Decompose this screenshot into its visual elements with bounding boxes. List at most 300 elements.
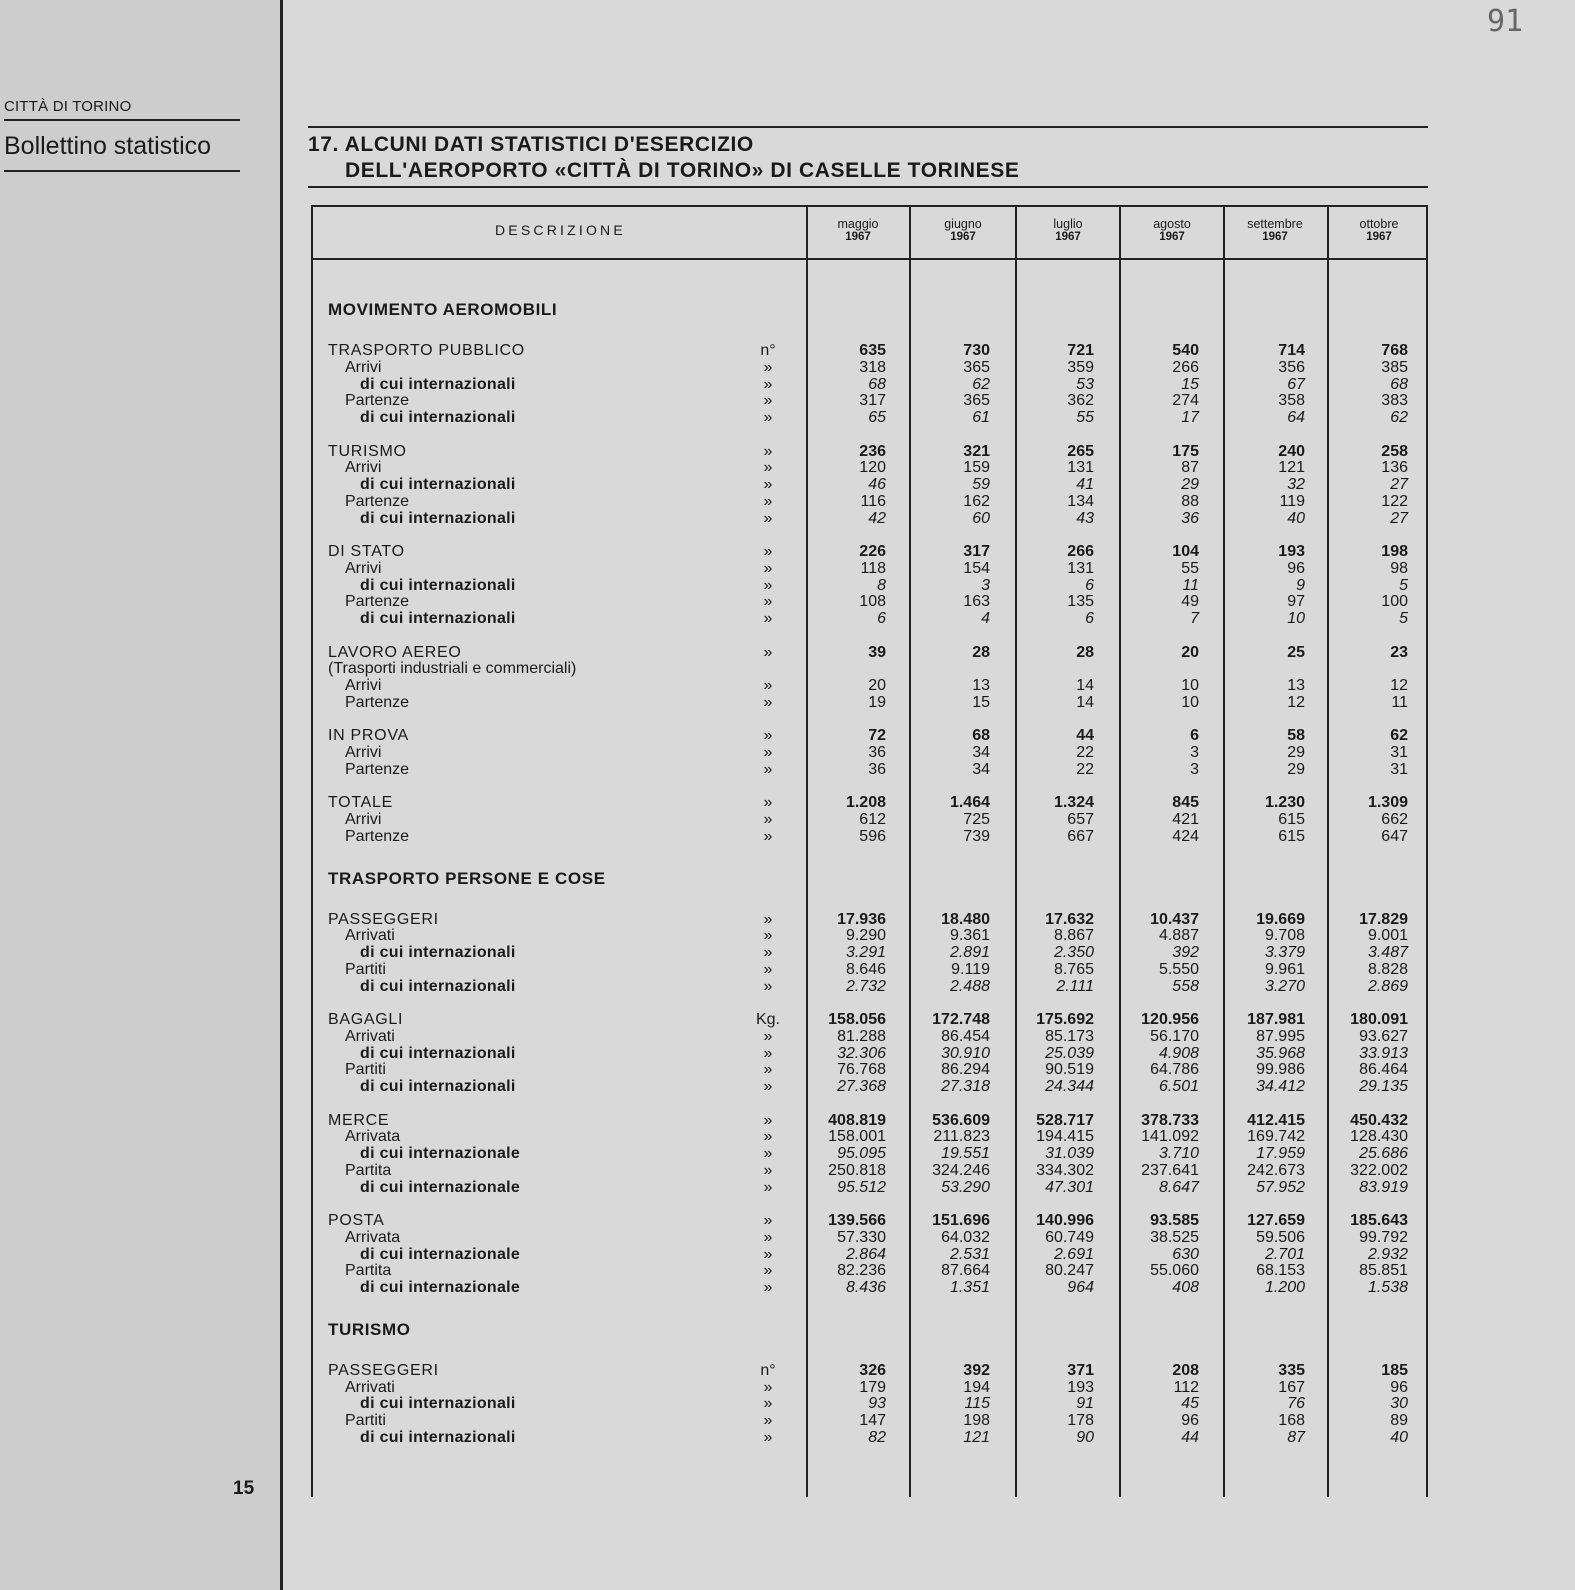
month-name: agosto bbox=[1153, 217, 1191, 231]
row-unit: » bbox=[763, 1178, 773, 1196]
table-cell: 32 bbox=[1287, 476, 1305, 493]
table-cell: 2.701 bbox=[1264, 1245, 1305, 1263]
table-cell: 2.864 bbox=[845, 1245, 886, 1263]
table-cell: 266 bbox=[1067, 543, 1094, 560]
table-cell: 211.823 bbox=[933, 1128, 990, 1146]
table-cell: 10 bbox=[1287, 610, 1305, 627]
table-cell: 15 bbox=[972, 693, 990, 711]
row-unit: » bbox=[763, 1078, 773, 1095]
table-cell: 198 bbox=[1381, 543, 1408, 560]
table-cell: 421 bbox=[1172, 811, 1199, 828]
row-unit: » bbox=[763, 1027, 773, 1045]
table-cell: 8.828 bbox=[1367, 960, 1408, 978]
table-cell: 226 bbox=[859, 543, 886, 560]
table-cell: 60 bbox=[972, 509, 990, 527]
table-cell: 365 bbox=[963, 392, 990, 410]
table-cell: 408.819 bbox=[828, 1111, 886, 1129]
row-label: Arrivati bbox=[345, 927, 395, 945]
table-cell: 6 bbox=[1085, 610, 1094, 627]
row-unit: » bbox=[763, 794, 773, 812]
table-cell: 175.692 bbox=[1036, 1011, 1094, 1028]
month-year: 1967 bbox=[845, 231, 871, 243]
table-cell: 362 bbox=[1067, 392, 1094, 410]
row-label: di cui internazionali bbox=[360, 375, 516, 393]
table-cell: 85.173 bbox=[1045, 1027, 1094, 1045]
table-cell: 9.290 bbox=[845, 927, 886, 945]
table-cell: 86.464 bbox=[1359, 1061, 1408, 1079]
divider bbox=[308, 186, 1428, 188]
table-cell: 1.464 bbox=[949, 794, 990, 812]
row-unit: » bbox=[763, 1245, 773, 1263]
row-unit: » bbox=[763, 492, 773, 510]
table-cell: 412.415 bbox=[1247, 1111, 1305, 1129]
row-label: Partiti bbox=[345, 1061, 386, 1079]
row-unit: » bbox=[763, 1111, 773, 1129]
table-cell: 356 bbox=[1278, 358, 1305, 376]
row-unit: » bbox=[763, 442, 773, 460]
table-cell: 91 bbox=[1076, 1395, 1094, 1413]
table-cell: 667 bbox=[1067, 827, 1094, 845]
table-cell: 147 bbox=[859, 1412, 886, 1429]
table-cell: 135 bbox=[1067, 593, 1094, 611]
table-cell: 324.246 bbox=[932, 1161, 990, 1179]
table-cell: 13 bbox=[972, 677, 990, 694]
table-cell: 424 bbox=[1172, 827, 1199, 845]
table-cell: 59 bbox=[972, 476, 990, 493]
row-unit: » bbox=[763, 693, 773, 711]
table-cell: 2.531 bbox=[949, 1245, 990, 1263]
row-unit: » bbox=[763, 1262, 773, 1280]
row-unit: » bbox=[763, 1228, 773, 1246]
table-cell: 6 bbox=[877, 610, 886, 627]
table-cell: 61 bbox=[972, 409, 990, 426]
title-line-2: DELL'AEROPORTO «CITTÀ DI TORINO» DI CASELLE TORINESE bbox=[345, 159, 1020, 182]
row-unit: » bbox=[763, 1044, 773, 1062]
table-cell: 98 bbox=[1390, 559, 1408, 577]
table-cell: 237.641 bbox=[1141, 1161, 1199, 1179]
table-cell: 19.551 bbox=[941, 1145, 990, 1162]
month-header bbox=[1223, 218, 1327, 244]
table-cell: 25 bbox=[1287, 643, 1305, 661]
section-heading: TRASPORTO PERSONE E COSE bbox=[328, 868, 606, 888]
table-cell: 321 bbox=[963, 442, 990, 460]
row-label: Arrivata bbox=[345, 1228, 401, 1246]
table-cell: 86.294 bbox=[941, 1061, 990, 1079]
table-cell: 90 bbox=[1076, 1428, 1094, 1446]
table-cell: 1.351 bbox=[949, 1279, 990, 1296]
row-unit: n° bbox=[760, 1361, 776, 1379]
handwritten-number: 91 bbox=[1487, 4, 1524, 39]
row-unit: » bbox=[763, 960, 773, 978]
table-cell: 18.480 bbox=[941, 910, 990, 928]
table-cell: 44 bbox=[1076, 727, 1094, 745]
table-right-rule bbox=[1426, 205, 1428, 1497]
table-cell: 76 bbox=[1287, 1395, 1305, 1413]
row-label: di cui internazionali bbox=[360, 476, 516, 493]
table-cell: 185 bbox=[1381, 1361, 1408, 1379]
table-cell: 24.344 bbox=[1045, 1078, 1094, 1095]
table-cell: 8 bbox=[877, 576, 886, 594]
table-cell: 95.095 bbox=[837, 1145, 886, 1162]
month-year: 1967 bbox=[1159, 231, 1185, 243]
publication-title: Bollettino statistico bbox=[4, 132, 212, 160]
row-unit: » bbox=[763, 392, 773, 410]
row-unit: » bbox=[763, 1145, 773, 1162]
table-cell: 9.119 bbox=[951, 960, 990, 978]
table-cell: 96 bbox=[1181, 1412, 1199, 1429]
table-cell: 9.361 bbox=[949, 927, 990, 945]
table-cell: 450.432 bbox=[1350, 1111, 1408, 1129]
table-cell: 89 bbox=[1390, 1412, 1408, 1429]
row-unit: » bbox=[763, 1378, 773, 1396]
row-label: di cui internazionali bbox=[360, 576, 516, 594]
table-cell: 6 bbox=[1190, 727, 1199, 745]
table-cell: 14 bbox=[1076, 693, 1094, 711]
table-cell: 14 bbox=[1076, 677, 1094, 694]
row-label: Arrivi bbox=[345, 459, 382, 477]
month-header bbox=[806, 218, 910, 244]
month-year: 1967 bbox=[1366, 231, 1392, 243]
row-label: Arrivi bbox=[345, 811, 382, 828]
row-label: di cui internazionali bbox=[360, 944, 516, 961]
table-cell: 3 bbox=[981, 576, 990, 594]
table-cell: 169.742 bbox=[1247, 1128, 1305, 1146]
table-cell: 38.525 bbox=[1150, 1228, 1199, 1246]
row-label: di cui internazionali bbox=[360, 1044, 516, 1062]
table-cell: 3 bbox=[1190, 760, 1199, 778]
row-unit: » bbox=[763, 509, 773, 527]
table-cell: 31.039 bbox=[1045, 1145, 1094, 1162]
table-cell: 408 bbox=[1172, 1279, 1199, 1296]
table-cell: 647 bbox=[1381, 827, 1408, 845]
table-cell: 4 bbox=[981, 610, 990, 627]
table-cell: 2.732 bbox=[845, 977, 886, 995]
table-cell: 67 bbox=[1287, 375, 1305, 393]
table-cell: 8.765 bbox=[1053, 960, 1094, 978]
table-cell: 72 bbox=[868, 727, 886, 745]
table-cell: 2.111 bbox=[1056, 977, 1094, 995]
table-cell: 12 bbox=[1390, 677, 1408, 694]
row-label: LAVORO AEREO bbox=[328, 643, 462, 661]
table-cell: 27.318 bbox=[941, 1078, 990, 1095]
table-cell: 240 bbox=[1278, 442, 1305, 460]
table-cell: 154 bbox=[963, 559, 990, 577]
table-cell: 1.208 bbox=[845, 794, 886, 812]
table-cell: 714 bbox=[1278, 342, 1305, 359]
table-cell: 3.487 bbox=[1367, 944, 1408, 961]
table-cell: 99.986 bbox=[1256, 1061, 1305, 1079]
table-cell: 118 bbox=[860, 559, 886, 577]
table-cell: 19.669 bbox=[1256, 910, 1305, 928]
table-cell: 25.039 bbox=[1045, 1044, 1094, 1062]
table-cell: 28 bbox=[972, 643, 990, 661]
table-cell: 87 bbox=[1287, 1428, 1305, 1446]
table-cell: 88 bbox=[1181, 492, 1199, 510]
table-cell: 136 bbox=[1381, 459, 1408, 477]
table-cell: 127.659 bbox=[1247, 1212, 1305, 1229]
row-label: PASSEGGERI bbox=[328, 1361, 439, 1379]
table-cell: 33.913 bbox=[1359, 1044, 1408, 1062]
table-cell: 3.710 bbox=[1158, 1145, 1199, 1162]
row-label: Partita bbox=[345, 1161, 392, 1179]
table-cell: 10 bbox=[1181, 677, 1199, 694]
table-cell: 108 bbox=[859, 593, 886, 611]
table-cell: 274 bbox=[1172, 392, 1199, 410]
row-label: Arrivi bbox=[345, 677, 382, 694]
table-cell: 43 bbox=[1076, 509, 1094, 527]
table-cell: 57.952 bbox=[1256, 1178, 1305, 1196]
table-cell: 1.230 bbox=[1264, 794, 1305, 812]
row-unit: » bbox=[763, 559, 773, 577]
table-cell: 39 bbox=[868, 643, 886, 661]
table-cell: 365 bbox=[963, 358, 990, 376]
row-label: Arrivi bbox=[345, 744, 382, 761]
row-label: di cui internazionale bbox=[360, 1245, 521, 1263]
table-cell: 112 bbox=[1173, 1378, 1199, 1396]
row-label: di cui internazionali bbox=[360, 610, 516, 627]
table-cell: 172.748 bbox=[932, 1011, 990, 1028]
table-cell: 93.585 bbox=[1150, 1212, 1199, 1229]
month-year: 1967 bbox=[1055, 231, 1081, 243]
table-cell: 27.368 bbox=[837, 1078, 886, 1095]
row-unit: » bbox=[763, 760, 773, 778]
table-cell: 358 bbox=[1278, 392, 1305, 410]
row-unit: » bbox=[763, 1279, 773, 1296]
table-cell: 630 bbox=[1172, 1245, 1199, 1263]
table-cell: 964 bbox=[1067, 1279, 1094, 1296]
row-label: DI STATO bbox=[328, 543, 405, 560]
row-unit: » bbox=[763, 375, 773, 393]
table-cell: 131 bbox=[1067, 559, 1094, 577]
row-unit: » bbox=[763, 1212, 773, 1229]
table-cell: 87 bbox=[1181, 459, 1199, 477]
row-label: Partenze bbox=[345, 693, 410, 711]
divider bbox=[4, 170, 240, 172]
table-cell: 1.309 bbox=[1367, 794, 1408, 812]
row-label: Arrivi bbox=[345, 559, 382, 577]
table-cell: 34 bbox=[972, 744, 990, 761]
table-left-rule bbox=[311, 205, 313, 1497]
table-cell: 55.060 bbox=[1150, 1262, 1199, 1280]
table-cell: 40 bbox=[1390, 1428, 1408, 1446]
table-cell: 87.664 bbox=[941, 1262, 990, 1280]
table-cell: 11 bbox=[1391, 693, 1408, 711]
table-cell: 359 bbox=[1067, 358, 1094, 376]
table-cell: 185.643 bbox=[1350, 1212, 1408, 1229]
section-heading: MOVIMENTO AEROMOBILI bbox=[328, 300, 558, 319]
table-cell: 121 bbox=[963, 1428, 990, 1446]
table-cell: 1.200 bbox=[1264, 1279, 1305, 1296]
page-title bbox=[308, 132, 1019, 184]
table-cell: 15 bbox=[1181, 375, 1199, 393]
row-unit: » bbox=[763, 1395, 773, 1413]
table-cell: 635 bbox=[859, 342, 886, 359]
table-cell: 68.153 bbox=[1256, 1262, 1305, 1280]
table-cell: 3 bbox=[1190, 744, 1199, 761]
table-cell: 31 bbox=[1390, 760, 1408, 778]
table-cell: 20 bbox=[868, 677, 886, 694]
table-cell: 194.415 bbox=[1036, 1128, 1094, 1146]
table-cell: 168 bbox=[1278, 1412, 1305, 1429]
table-header-rule bbox=[311, 258, 1428, 260]
table-cell: 265 bbox=[1067, 442, 1094, 460]
row-label: TRASPORTO PUBBLICO bbox=[328, 342, 525, 359]
row-label: di cui internazionale bbox=[360, 1145, 521, 1162]
table-cell: 93.627 bbox=[1359, 1027, 1408, 1045]
table-cell: 334.302 bbox=[1036, 1161, 1094, 1179]
row-unit: » bbox=[763, 643, 773, 661]
table-cell: 17.936 bbox=[837, 910, 886, 928]
table-cell: 5.550 bbox=[1158, 960, 1199, 978]
table-cell: 87.995 bbox=[1256, 1027, 1305, 1045]
month-name: giugno bbox=[944, 217, 982, 231]
table-cell: 97 bbox=[1287, 593, 1305, 611]
table-cell: 5 bbox=[1399, 610, 1408, 627]
table-cell: 326 bbox=[859, 1361, 886, 1379]
table-cell: 193 bbox=[1067, 1378, 1094, 1396]
table-cell: 198 bbox=[963, 1412, 990, 1429]
table-cell: 2.691 bbox=[1053, 1245, 1094, 1263]
row-label: Partenze bbox=[345, 593, 410, 611]
row-label: di cui internazionali bbox=[360, 1428, 516, 1446]
table-cell: 10.437 bbox=[1150, 910, 1199, 928]
table-cell: 9.708 bbox=[1264, 927, 1305, 945]
table-cell: 318 bbox=[859, 358, 886, 376]
table-cell: 83.919 bbox=[1359, 1178, 1408, 1196]
table-cell: 317 bbox=[963, 543, 990, 560]
row-label: MERCE bbox=[328, 1111, 390, 1129]
row-unit: » bbox=[763, 744, 773, 761]
table-cell: 9.961 bbox=[1264, 960, 1305, 978]
table-cell: 120 bbox=[859, 459, 886, 477]
table-cell: 163 bbox=[963, 593, 990, 611]
row-label: Arrivi bbox=[345, 358, 382, 376]
table-cell: 32.306 bbox=[837, 1044, 886, 1062]
table-cell: 23 bbox=[1390, 643, 1408, 661]
row-unit: » bbox=[763, 358, 773, 376]
table-cell: 40 bbox=[1287, 509, 1305, 527]
table-cell: 3.270 bbox=[1264, 977, 1305, 995]
row-label: Partenze bbox=[345, 492, 410, 510]
table-cell: 55 bbox=[1181, 559, 1199, 577]
table-cell: 739 bbox=[963, 827, 990, 845]
table-cell: 2.488 bbox=[949, 977, 990, 995]
table-cell: 657 bbox=[1067, 811, 1094, 828]
row-unit: » bbox=[763, 543, 773, 560]
row-unit: » bbox=[763, 977, 773, 995]
table-cell: 96 bbox=[1390, 1378, 1408, 1396]
row-unit: » bbox=[763, 576, 773, 594]
table-cell: 208 bbox=[1172, 1361, 1199, 1379]
row-unit: » bbox=[763, 677, 773, 694]
table-cell: 45 bbox=[1181, 1395, 1199, 1413]
row-label: Partiti bbox=[345, 960, 386, 978]
table-cell: 193 bbox=[1278, 543, 1305, 560]
table-cell: 68 bbox=[1390, 375, 1408, 393]
description-header: DESCRIZIONE bbox=[495, 222, 626, 238]
table-cell: 30.910 bbox=[941, 1044, 990, 1062]
table-cell: 536.609 bbox=[932, 1111, 990, 1129]
table-cell: 9.001 bbox=[1367, 927, 1408, 945]
month-header bbox=[1327, 218, 1431, 244]
table-cell: 178 bbox=[1067, 1412, 1094, 1429]
table-cell: 90.519 bbox=[1045, 1061, 1094, 1079]
table-cell: 13 bbox=[1287, 677, 1305, 694]
table-cell: 29 bbox=[1181, 476, 1199, 493]
row-label: POSTA bbox=[328, 1212, 385, 1229]
table-cell: 42 bbox=[868, 509, 886, 527]
table-cell: 392 bbox=[1172, 944, 1199, 961]
row-label: Partenze bbox=[345, 760, 410, 778]
table-cell: 76.768 bbox=[837, 1061, 886, 1079]
table-cell: 68 bbox=[868, 375, 886, 393]
table-cell: 3.379 bbox=[1264, 944, 1305, 961]
table-cell: 558 bbox=[1172, 977, 1199, 995]
table-cell: 81.288 bbox=[837, 1027, 886, 1045]
table-cell: 612 bbox=[859, 811, 886, 828]
table-cell: 57.330 bbox=[837, 1228, 886, 1246]
table-cell: 82.236 bbox=[837, 1262, 886, 1280]
row-unit: » bbox=[763, 593, 773, 611]
table-cell: 528.717 bbox=[1036, 1111, 1094, 1129]
row-label: TOTALE bbox=[328, 794, 393, 812]
table-cell: 34.412 bbox=[1256, 1078, 1305, 1095]
table-cell: 121 bbox=[1278, 459, 1305, 477]
table-cell: 29.135 bbox=[1359, 1078, 1408, 1095]
table-cell: 250.818 bbox=[828, 1161, 886, 1179]
table-cell: 56.170 bbox=[1150, 1027, 1199, 1045]
row-unit: » bbox=[763, 827, 773, 845]
table-cell: 8.436 bbox=[845, 1279, 886, 1296]
table-cell: 25.686 bbox=[1359, 1145, 1408, 1162]
table-cell: 2.932 bbox=[1367, 1245, 1408, 1263]
table-cell: 120.956 bbox=[1141, 1011, 1199, 1028]
row-unit: » bbox=[763, 409, 773, 426]
row-label: PASSEGGERI bbox=[328, 910, 439, 928]
table-cell: 53.290 bbox=[941, 1178, 990, 1196]
table-cell: 17.959 bbox=[1256, 1145, 1305, 1162]
page-number: 15 bbox=[233, 1478, 255, 1499]
table-cell: 721 bbox=[1067, 342, 1094, 359]
table-cell: 41 bbox=[1076, 476, 1094, 493]
row-label: Arrivati bbox=[345, 1027, 395, 1045]
table-cell: 236 bbox=[859, 442, 886, 460]
table-cell: 64.786 bbox=[1150, 1061, 1199, 1079]
row-unit: » bbox=[763, 459, 773, 477]
table-cell: 385 bbox=[1381, 358, 1408, 376]
row-unit: » bbox=[763, 1412, 773, 1429]
table-cell: 36 bbox=[1181, 509, 1199, 527]
table-cell: 187.981 bbox=[1247, 1011, 1305, 1028]
table-cell: 59.506 bbox=[1256, 1228, 1305, 1246]
row-unit: » bbox=[763, 727, 773, 745]
row-unit: » bbox=[763, 610, 773, 627]
row-label: Partenze bbox=[345, 392, 410, 410]
table-cell: 378.733 bbox=[1141, 1111, 1199, 1129]
table-cell: 596 bbox=[859, 827, 886, 845]
table-cell: 53 bbox=[1076, 375, 1094, 393]
table-cell: 383 bbox=[1381, 392, 1408, 410]
table-cell: 662 bbox=[1381, 811, 1408, 828]
row-unit: » bbox=[763, 910, 773, 928]
row-label: di cui internazionali bbox=[360, 509, 516, 527]
table-cell: 7 bbox=[1190, 610, 1199, 627]
table-cell: 95.512 bbox=[837, 1178, 886, 1196]
table-cell: 47.301 bbox=[1045, 1178, 1094, 1196]
table-cell: 68 bbox=[972, 727, 990, 745]
table-cell: 6 bbox=[1085, 576, 1094, 594]
row-unit: n° bbox=[760, 342, 776, 359]
